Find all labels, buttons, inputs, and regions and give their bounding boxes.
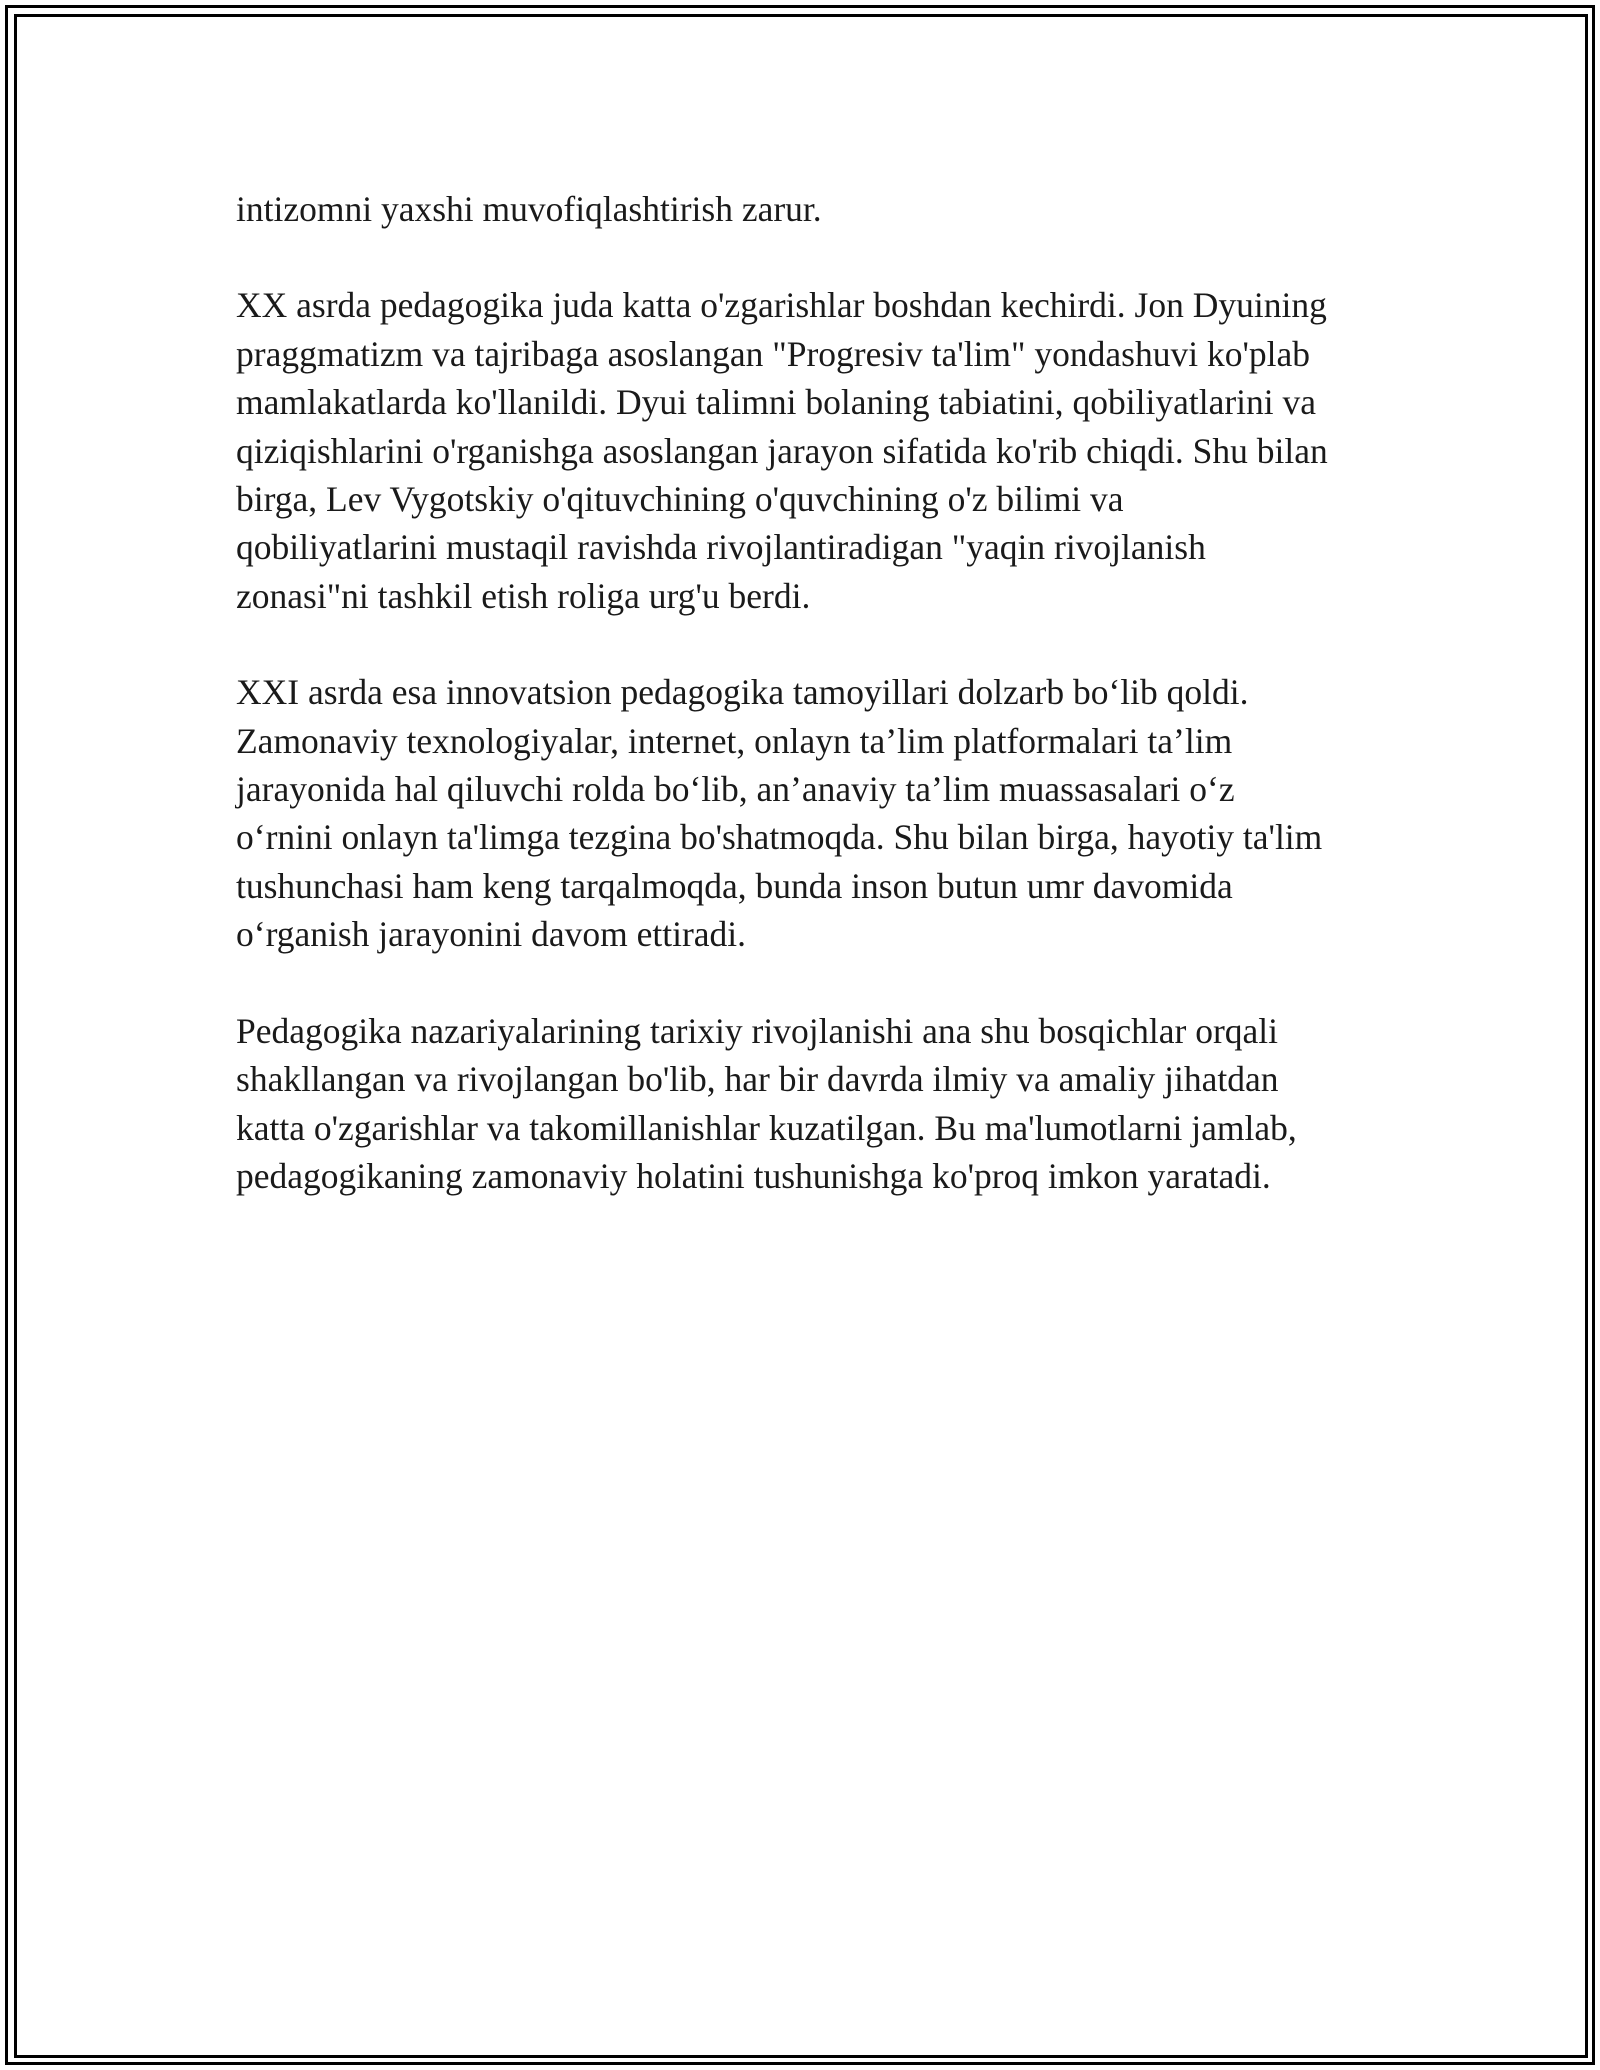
paragraph-4 [236, 1007, 1376, 1201]
text-line: intizomni yaxshi muvofiqlashtirish zarur. [236, 189, 822, 229]
paragraph-2 [236, 281, 1376, 620]
text-line: XXI asrda esa innovatsion pedagogika tamoyillari dolzarb bo‘lib qoldi. [236, 672, 1249, 713]
text-line: shakllangan va rivojlangan bo'lib, har bir davrda ilmiy va amaliy jihatdan [236, 1059, 1279, 1100]
text-line: pedagogikaning zamonaviy holatini tushunishga ko'proq imkon yaratadi. [236, 1155, 1271, 1196]
text-line: mamlakatlarda ko'llanildi. Dyui talimni bolaning tabiatini, qobiliyatlarini va [236, 382, 1317, 423]
text-line: katta o'zgarishlar va takomillanishlar kuzatilgan. Bu ma'lumotlarni jamlab, [236, 1107, 1297, 1148]
text-line: qobiliyatlarini mustaqil ravishda rivojlantiradigan "yaqin rivojlanish [236, 527, 1206, 568]
text-line: Zamonaviy texnologiyalar, internet, onlayn ta’lim platformalari ta’lim [236, 720, 1233, 761]
text-line: o‘rganish jarayonini davom ettiradi. [236, 914, 747, 955]
text-line: o‘rnini onlayn ta'limga tezgina bo'shatmoqda. Shu bilan birga, hayotiy ta'lim [236, 817, 1323, 858]
text-line: Pedagogika nazariyalarining tarixiy rivojlanishi ana shu bosqichlar orqali [236, 1010, 1279, 1051]
text-line: praggmatizm va tajribaga asoslangan "Progresiv ta'lim" yondashuvi ko'plab [236, 333, 1310, 374]
paragraph-1 [236, 185, 1376, 233]
text-line: zonasi"ni tashkil etish roliga urg'u berdi. [236, 575, 811, 616]
paragraph-3 [236, 668, 1376, 958]
text-line: XX asrda pedagogika juda katta o'zgarishlar boshdan kechirdi. Jon Dyuining [236, 285, 1327, 326]
text-line: qiziqishlarini o'rganishga asoslangan jarayon sifatida ko'rib chiqdi. Shu bilan [236, 430, 1328, 471]
text-line: birga, Lev Vygotskiy o'qituvchining o'quvchining o'z bilimi va [236, 479, 1124, 520]
text-line: jarayonida hal qiluvchi rolda bo‘lib, an’anaviy ta’lim muassasalari o‘z [236, 769, 1235, 810]
text-line: tushunchasi ham keng tarqalmoqda, bunda inson butun umr davomida [236, 865, 1233, 906]
document-body [236, 185, 1376, 1248]
